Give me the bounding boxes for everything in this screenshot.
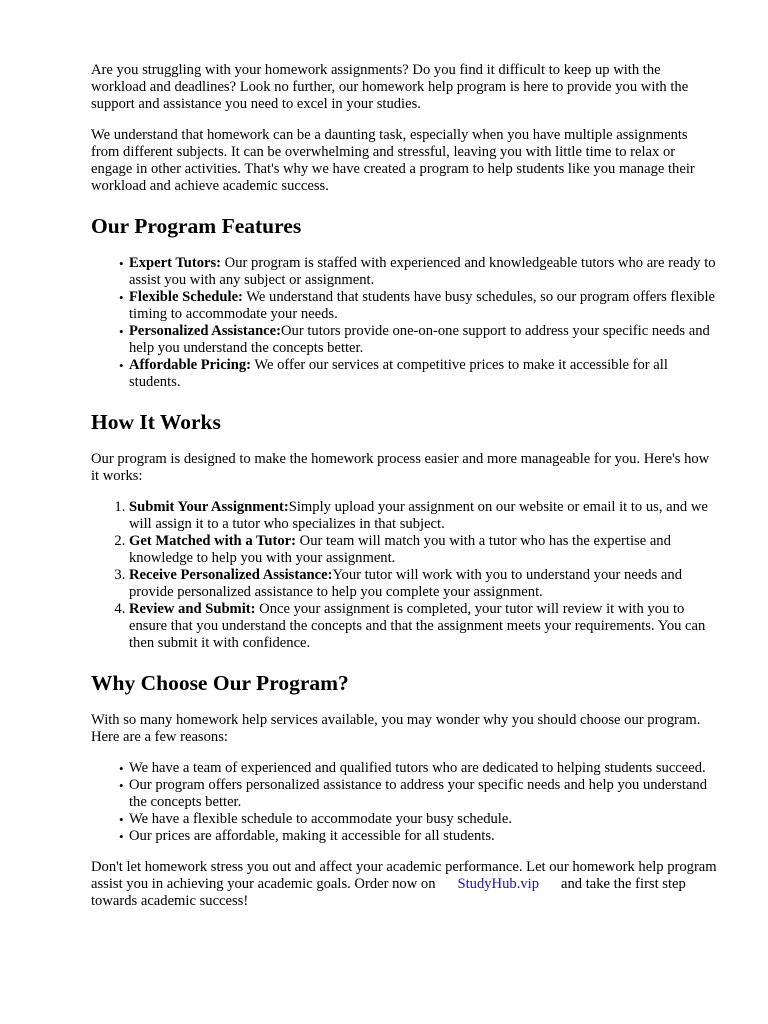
how-intro: Our program is designed to make the homework process easier and more manageable for you. Here's how it works: (91, 451, 710, 484)
feature-text: We offer our services at competitive prices to make it accessible for all students. (129, 357, 668, 390)
feature-title: Expert Tutors: (129, 255, 222, 271)
closing-text-before: Don't let homework stress you out and affect your academic performance. Let our homework help program assist you in achieving your academic goals. Order now on (91, 859, 717, 892)
feature-title: Personalized Assistance: (129, 323, 282, 339)
features-list (91, 255, 719, 391)
features-heading: Our Program Features (91, 214, 302, 238)
step-title: Get Matched with a Tutor: (129, 533, 297, 549)
step-title: Receive Personalized Assistance: (129, 567, 333, 583)
reason-item (119, 760, 719, 777)
feature-title: Affordable Pricing: (129, 357, 251, 373)
intro-paragraph-2: We understand that homework can be a daunting task, especially when you have multiple assignments from different subjects. It can be overwhelming and stressful, leaving you with little time to relax or engage in other activities. That's why we have created a program to help students like you manage their workload and achieve academic success. (91, 127, 695, 194)
feature-text: Our program is staffed with experienced and knowledgeable tutors who are ready to assist you with any subject or assignment. (129, 255, 716, 288)
closing-text-after: and take the first step towards academic success! (91, 876, 686, 909)
step-item (129, 567, 719, 601)
step-text: Once your assignment is completed, your tutor will review it with you to ensure that you understand the concepts and that the assignment meets your requirements. You can then submit it with confidence. (129, 601, 706, 651)
step-item (129, 533, 719, 567)
reason-text: Our program offers personalized assistance to address your specific needs and help you understand the concepts better. (129, 777, 708, 810)
reason-text: We have a flexible schedule to accommodate your busy schedule. (129, 811, 512, 827)
feature-item (119, 357, 719, 391)
step-item (129, 601, 719, 652)
bullet-icon: • (119, 778, 124, 793)
step-text: Our team will match you with a tutor who has the expertise and knowledge to help you with your assignment. (129, 533, 671, 566)
bullet-icon: • (119, 256, 124, 271)
reason-text: We have a team of experienced and qualified tutors who are dedicated to helping students succeed. (129, 760, 706, 776)
feature-item (119, 323, 719, 357)
studyhub-link[interactable]: StudyHub.vip (457, 876, 539, 892)
step-title: Submit Your Assignment: (129, 499, 289, 515)
bullet-icon: • (119, 290, 124, 305)
step-text: Your tutor will work with you to understand your needs and provide personalized assistance to help you complete your assignment. (129, 567, 682, 600)
closing-paragraph (91, 859, 719, 910)
reason-item (119, 811, 719, 828)
why-intro: With so many homework help services available, you may wonder why you should choose our program. Here are a few reasons: (91, 712, 701, 745)
intro-paragraph-1: Are you struggling with your homework assignments? Do you find it difficult to keep up with the workload and deadlines? Look no further, our homework help program is here to provide you with the support and assistance you need to excel in your studies. (91, 62, 689, 112)
document-content (91, 62, 719, 924)
bullet-icon: • (119, 324, 124, 339)
reason-item (119, 828, 719, 845)
feature-title: Flexible Schedule: (129, 289, 243, 305)
steps-list (91, 499, 719, 652)
bullet-icon: • (119, 761, 124, 776)
step-item (129, 499, 719, 533)
feature-text: Our tutors provide one-on-one support to address your specific needs and help you understand the concepts better. (129, 323, 710, 356)
feature-item (119, 255, 719, 289)
feature-text: We understand that students have busy schedules, so our program offers flexible timing to accommodate your needs. (129, 289, 715, 322)
reasons-list (91, 760, 719, 845)
reason-item (119, 777, 719, 811)
why-heading: Why Choose Our Program? (91, 671, 349, 695)
bullet-icon: • (119, 358, 124, 373)
how-heading: How It Works (91, 410, 221, 434)
bullet-icon: • (119, 812, 124, 827)
step-text: Simply upload your assignment on our website or email it to us, and we will assign it to a tutor who specializes in that subject. (129, 499, 708, 532)
bullet-icon: • (119, 829, 124, 844)
reason-text: Our prices are affordable, making it accessible for all students. (129, 828, 495, 844)
step-title: Review and Submit: (129, 601, 256, 617)
feature-item (119, 289, 719, 323)
